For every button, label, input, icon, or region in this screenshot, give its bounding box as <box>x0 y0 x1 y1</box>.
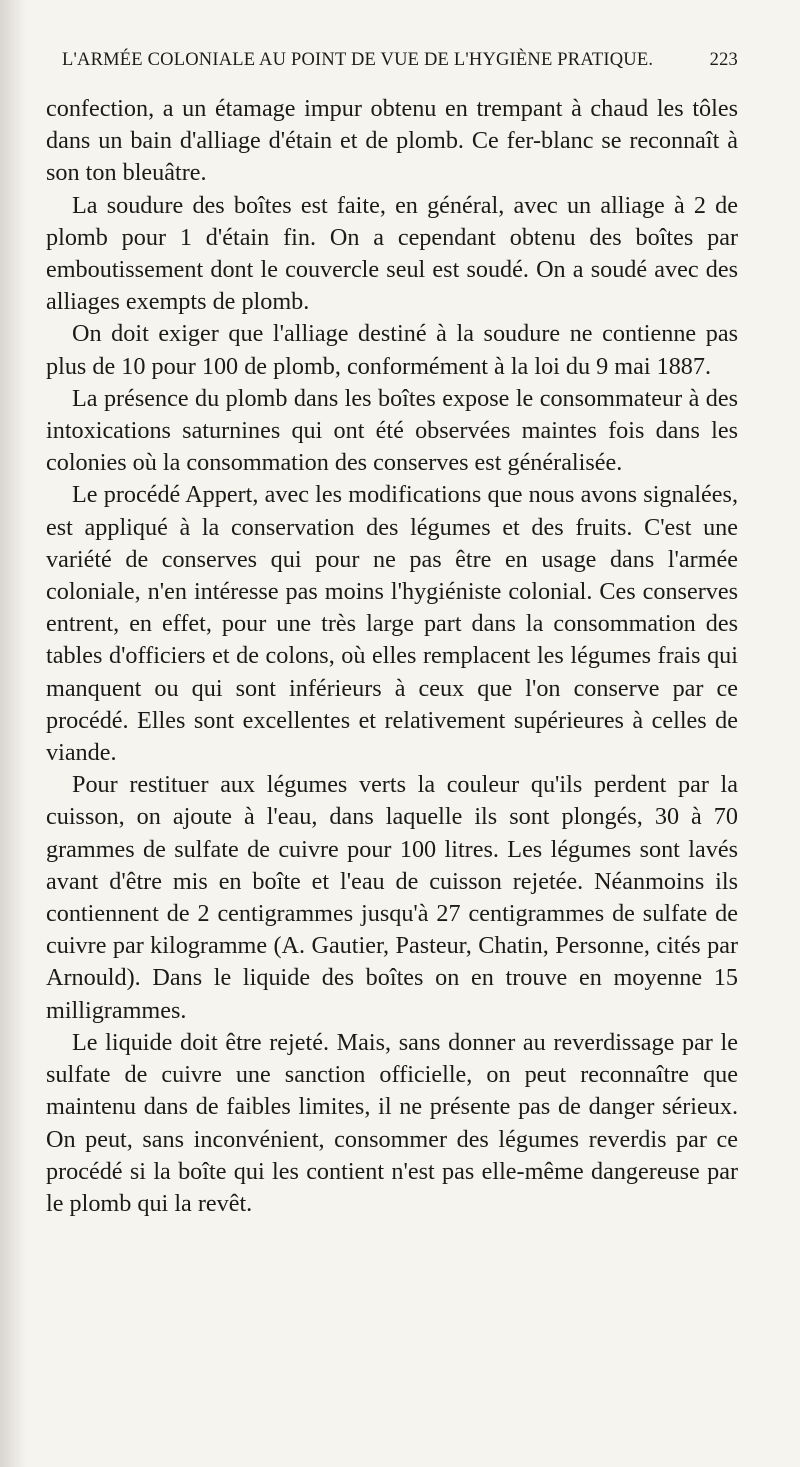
page-edge-shadow <box>0 0 26 1467</box>
paragraph-liquide: Le liquide doit être rejeté. Mais, sans donner au reverdissage par le sulfate de cuivre une sanction officielle, on peut reconnaître que maintenu dans de faibles limites, il ne présente pas de danger sérieux. On peut, sans inconvénient, consommer des légumes reverdis par ce procédé si la boîte qui les contient n'est pas elle-même dangereuse par le plomb qui la revêt. <box>46 1028 738 1217</box>
running-header <box>62 50 738 71</box>
paragraph-soudure: La soudure des boîtes est faite, en général, avec un alliage à 2 de plomb pour 1 d'étain fin. On a cependant obtenu des boîtes par emboutissement dont le couvercle seul est soudé. On a soudé avec des alliages exempts de plomb. <box>46 191 738 316</box>
book-page <box>46 50 738 1220</box>
paragraph-continuation: confection, a un étamage impur obtenu en trempant à chaud les tôles dans un bain d'alliage d'étain et de plomb. Ce fer-blanc se reconnaît à son ton bleuâtre. <box>46 95 738 187</box>
paragraph-alliage: On doit exiger que l'alliage destiné à la soudure ne contienne pas plus de 10 pour 100 de plomb, conformément à la loi du 9 mai 1887. <box>46 320 738 380</box>
page-number: 223 <box>709 50 738 70</box>
running-head-title: L'ARMÉE COLONIALE AU POINT DE VUE DE L'HYGIÈNE PRATIQUE. <box>62 50 654 70</box>
paragraph-plomb: La présence du plomb dans les boîtes expose le consommateur à des intoxications saturnines qui ont été observées maintes fois dans les colonies où la consommation des conserves est généralisée. <box>46 384 738 477</box>
paragraph-reverdissage: Pour restituer aux légumes verts la couleur qu'ils perdent par la cuisson, on ajoute à l'eau, dans laquelle ils sont plongés, 30 à 70 grammes de sulfate de cuivre pour 100 litres. Les légumes sont lavés avant d'être mis en boîte et l'eau de cuisson rejetée. Néanmoins ils contiennent de 2 centigrammes jusqu'à 27 centigrammes de sulfate de cuivre par kilogramme (A. Gautier, Pasteur, Chatin, Personne, cités par Arnould). Dans le liquide des boîtes on en trouve en moyenne 15 milligrammes. <box>46 771 738 1024</box>
body-text <box>46 93 738 1220</box>
paragraph-appert: Le procédé Appert, avec les modifications que nous avons signalées, est appliqué à la conservation des légumes et des fruits. C'est une variété de conserves qui pour ne pas être en usage dans l'armée coloniale, n'en intéresse pas moins l'hygiéniste colonial. Ces conserves entrent, en effet, pour une très large part dans la consommation des tables d'officiers et de colons, où elles remplacent les légumes frais qui manquent ou qui sont inférieurs à ceux que l'on conserve par ce procédé. Elles sont excellentes et relativement supérieures à celles de viande. <box>46 481 738 767</box>
